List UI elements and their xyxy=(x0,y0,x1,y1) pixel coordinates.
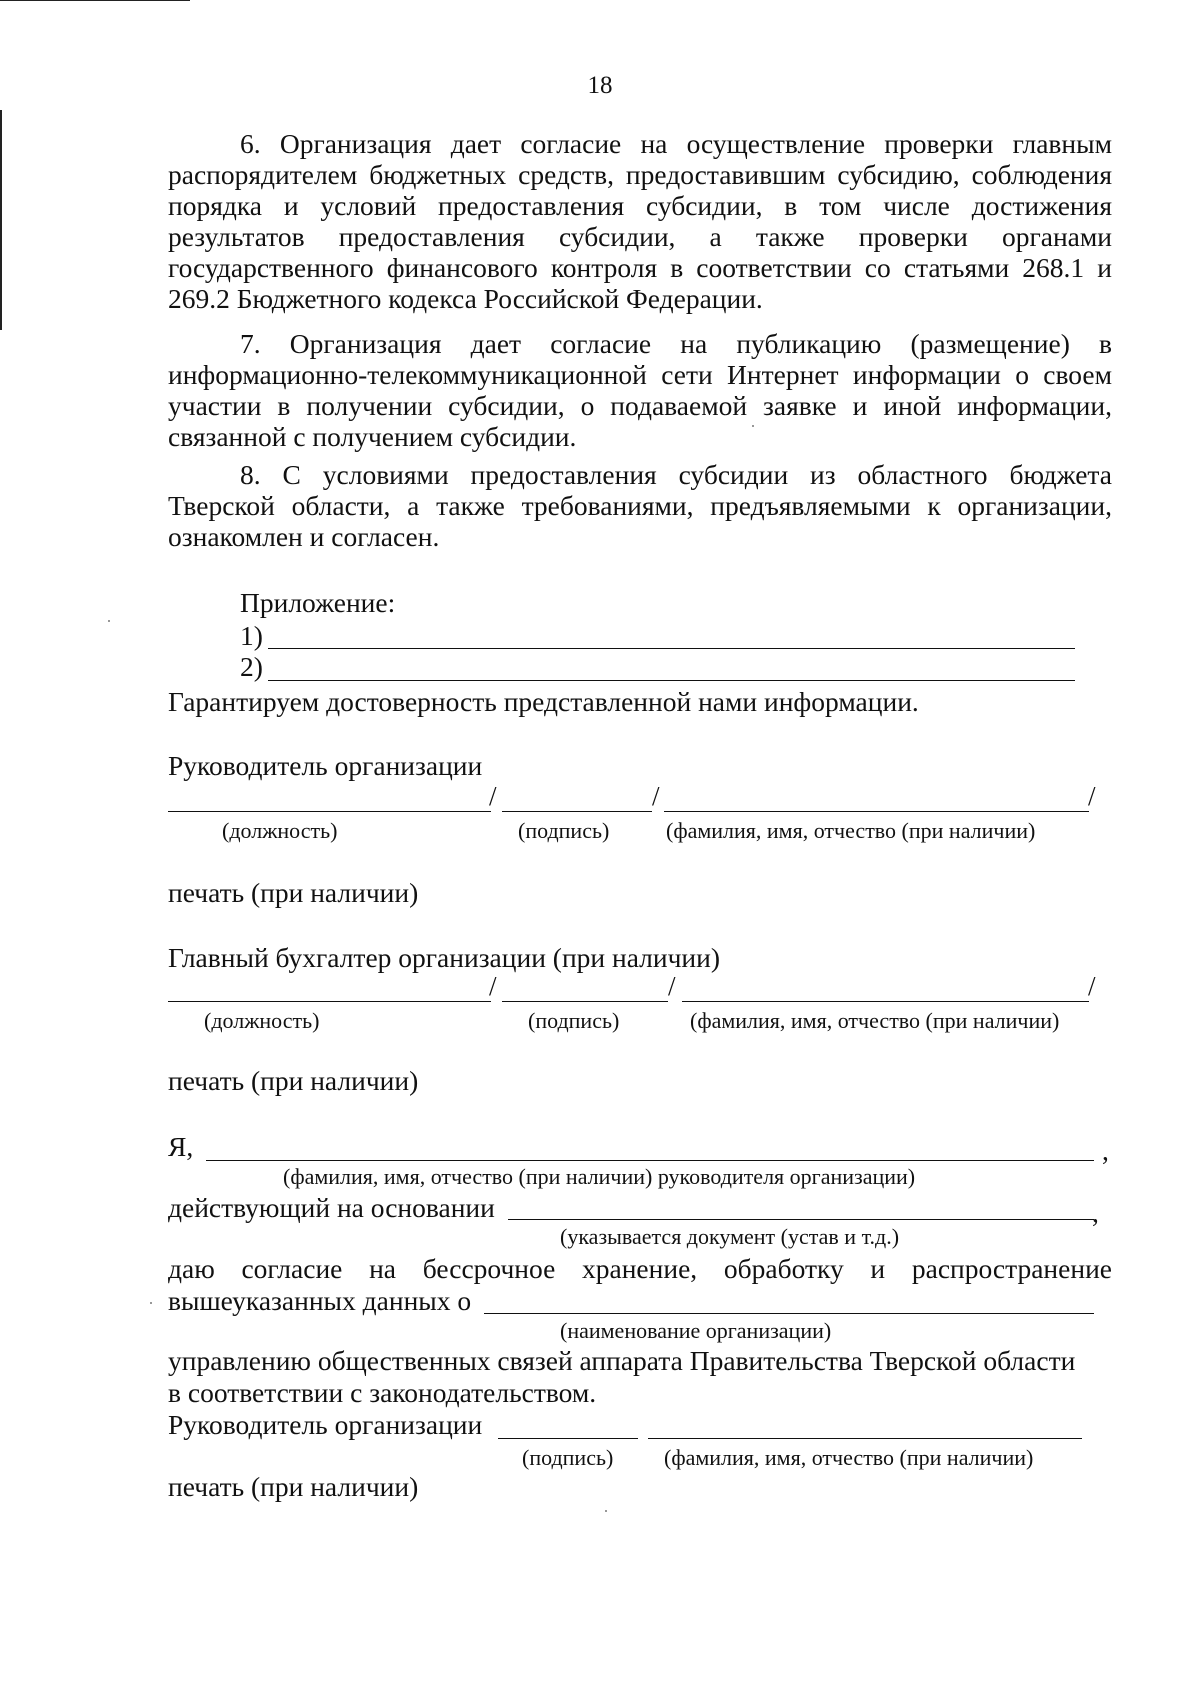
attachment-item-1-line[interactable] xyxy=(268,648,1075,649)
accountant-title: Главный бухгалтер организации (при наличии) xyxy=(168,942,721,973)
consent-org-name-line[interactable] xyxy=(484,1313,1094,1314)
consent-stamp-text: печать (при наличии) xyxy=(168,1471,419,1502)
consent-head-name-caption: (фамилия, имя, отчество (при наличии) руководителя организации) xyxy=(283,1164,916,1189)
accountant-position-line[interactable] xyxy=(168,1001,491,1002)
head-slash-3: / xyxy=(1088,781,1096,811)
paragraph-7: 7. Организация дает согласие на публикацию (размещение) в информационно-телекоммуникационной сети Интернет информации о своем участии в получении субсидии, о подаваемой заявке и иной информации, связанной с получением субсидии. xyxy=(168,328,1112,452)
accountant-signature-caption: (подпись) xyxy=(528,1008,620,1033)
scan-edge-left xyxy=(0,110,2,330)
consent-ya: Я, xyxy=(168,1131,194,1162)
consent-comma-2: , xyxy=(1092,1197,1099,1228)
head-slash-2: / xyxy=(652,781,660,811)
consent-org-name-caption: (наименование организации) xyxy=(560,1318,832,1343)
head-slash-1: / xyxy=(489,781,497,811)
scan-speck xyxy=(605,1510,607,1512)
consent-department-line-2: в соответствии с законодательством. xyxy=(168,1377,597,1408)
head-position-caption: (должность) xyxy=(222,818,338,843)
guarantee-text: Гарантируем достоверность представленной нами информации. xyxy=(168,686,919,717)
accountant-stamp-text: печать (при наличии) xyxy=(168,1065,419,1096)
accountant-name-line[interactable] xyxy=(682,1001,1089,1002)
attachment-item-1-label: 1) xyxy=(240,620,263,651)
head-title: Руководитель организации xyxy=(168,750,483,781)
scan-speck xyxy=(150,1302,152,1304)
head-name-caption: (фамилия, имя, отчество (при наличии) xyxy=(666,818,1036,843)
consent-document-line[interactable] xyxy=(508,1219,1094,1220)
scan-speck xyxy=(108,620,110,622)
head-signature-caption: (подпись) xyxy=(518,818,610,843)
consent-signature-caption: (подпись) xyxy=(522,1445,614,1470)
page-number: 18 xyxy=(587,72,613,99)
accountant-signature-line[interactable] xyxy=(502,1001,668,1002)
head-position-line[interactable] xyxy=(168,811,491,812)
consent-data-of: вышеуказанных данных о xyxy=(168,1285,472,1316)
accountant-slash-2: / xyxy=(668,971,676,1001)
paragraph-8: 8. С условиями предоставления субсидии из областного бюджета Тверской области, а также требованиями, предъявляемыми к организации, ознакомлен и согласен. xyxy=(168,459,1112,552)
accountant-slash-3: / xyxy=(1088,971,1096,1001)
consent-name-line[interactable] xyxy=(648,1438,1082,1439)
accountant-slash-1: / xyxy=(489,971,497,1001)
consent-document-caption: (указывается документ (устав и т.д.) xyxy=(560,1224,900,1249)
consent-comma-1: , xyxy=(1102,1135,1109,1166)
scan-edge-top xyxy=(0,0,190,1)
attachments-title: Приложение: xyxy=(240,587,396,618)
head-signature-line[interactable] xyxy=(502,811,652,812)
consent-acting-on: действующий на основании xyxy=(168,1192,495,1223)
consent-head-title: Руководитель организации xyxy=(168,1409,483,1440)
accountant-position-caption: (должность) xyxy=(204,1008,320,1033)
consent-name-caption: (фамилия, имя, отчество (при наличии) xyxy=(664,1445,1034,1470)
paragraph-6: 6. Организация дает согласие на осуществление проверки главным распорядителем бюджетных средств, предоставившим субсидию, соблюдения порядка и условий предоставления субсидии, в том числе достижения результатов предоставления субсидии, а также проверки органами государственного финансового контроля в соответствии со статьями 268.1 и 269.2 Бюджетного кодекса Российской Федерации. xyxy=(168,128,1112,314)
consent-department-line-1: управлению общественных связей аппарата Правительства Тверской области xyxy=(168,1345,1076,1376)
accountant-name-caption: (фамилия, имя, отчество (при наличии) xyxy=(690,1008,1060,1033)
attachment-item-2-label: 2) xyxy=(240,651,263,682)
consent-give-consent: даю согласие на бессрочное хранение, обработку и распространение xyxy=(168,1253,1112,1284)
head-name-line[interactable] xyxy=(664,811,1089,812)
consent-head-name-line[interactable] xyxy=(206,1160,1094,1161)
consent-signature-line[interactable] xyxy=(498,1438,638,1439)
head-stamp-text: печать (при наличии) xyxy=(168,877,419,908)
attachment-item-2-line[interactable] xyxy=(268,680,1075,681)
